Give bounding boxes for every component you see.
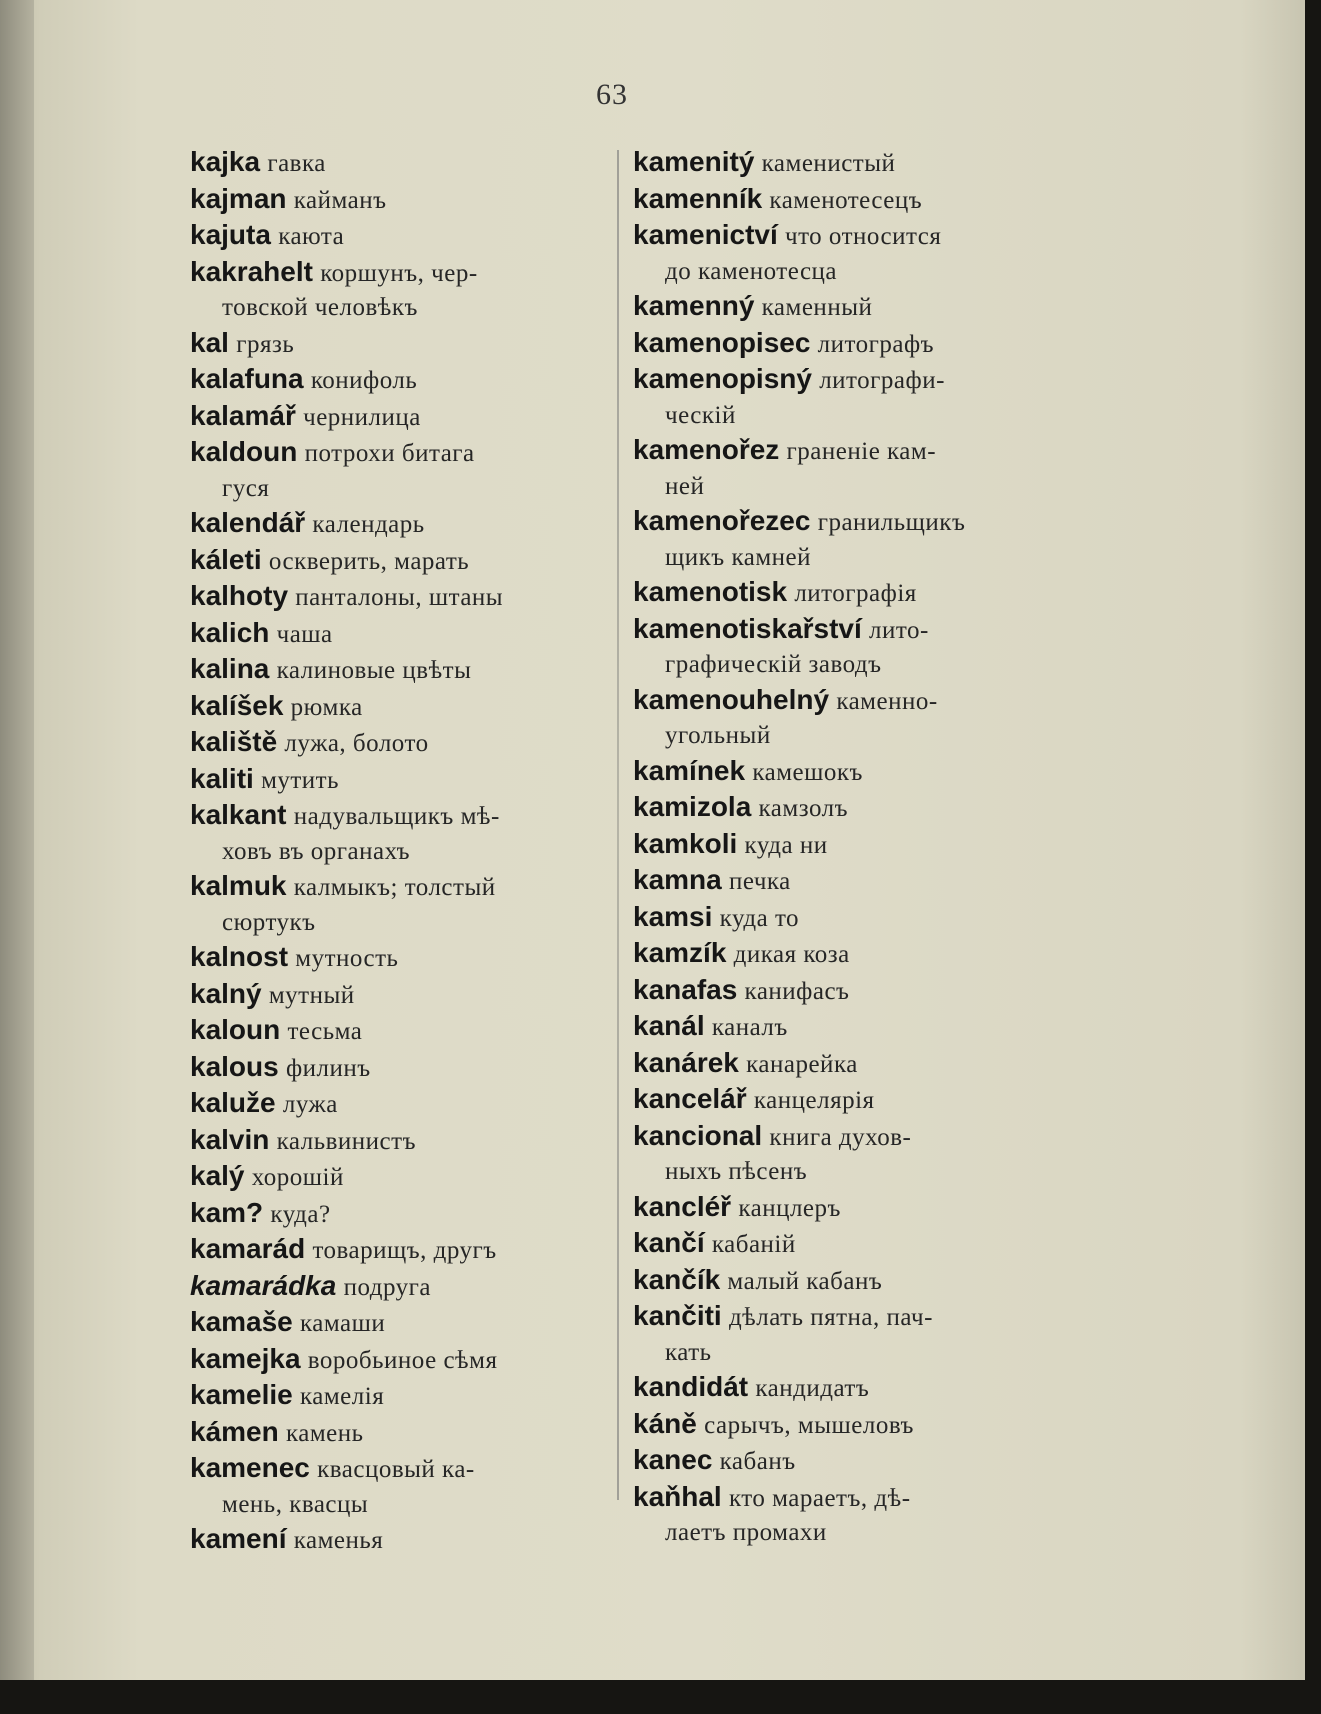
dictionary-entry (633, 504, 1058, 575)
headword: kamsi (633, 900, 713, 932)
translation: дѣлать пятна, пач- (728, 1304, 933, 1331)
translation: печка (728, 868, 791, 895)
page-gutter (0, 0, 34, 1680)
headword: kamenopisec (633, 326, 811, 358)
translation-continuation: ныхъ пѣсенъ (665, 1158, 808, 1185)
headword: kam? (190, 1196, 264, 1228)
headword: kaňhal (633, 1480, 722, 1512)
headword: kancional (633, 1119, 763, 1151)
dictionary-entry (633, 575, 1058, 612)
translation: камень (285, 1419, 364, 1447)
translation: кабанъ (719, 1448, 796, 1475)
dictionary-entry (633, 218, 1058, 289)
translation: лито- (869, 616, 929, 644)
dictionary-entry (190, 1342, 600, 1379)
headword: kamenictví (633, 219, 778, 250)
translation: канцлеръ (738, 1194, 841, 1222)
headword: kamejka (190, 1342, 301, 1374)
dictionary-entry (633, 1046, 1058, 1083)
headword: kamizola (633, 791, 752, 822)
translation: каменья (293, 1527, 384, 1554)
headword: kajka (190, 146, 261, 177)
headword: kamarádka (190, 1269, 337, 1301)
dictionary-entry (633, 289, 1058, 326)
dictionary-entry (633, 683, 1058, 754)
translation: гавка (267, 150, 326, 177)
dictionary-entry (190, 218, 600, 255)
dictionary-entry (633, 790, 1058, 827)
dictionary-entry (633, 326, 1058, 363)
translation: дикая коза (733, 941, 850, 968)
headword: kaldoun (190, 436, 298, 467)
dictionary-entry (190, 1123, 600, 1160)
translation: конифоль (310, 367, 418, 394)
translation: каменно- (836, 687, 938, 715)
translation: каменистый (761, 150, 896, 177)
headword: kamarád (190, 1233, 306, 1264)
headword: kaluže (190, 1087, 276, 1118)
translation-continuation: до каменотесца (665, 257, 838, 285)
translation: каналъ (711, 1014, 788, 1041)
dictionary-entry (633, 362, 1058, 433)
headword: kamenník (633, 182, 763, 214)
page-number: 63 (596, 78, 628, 111)
translation: малый кабанъ (727, 1267, 883, 1295)
dictionary-entry (190, 977, 600, 1014)
translation-continuation: угольный (665, 722, 771, 749)
translation-continuation: гуся (222, 474, 270, 502)
dictionary-entry (190, 543, 600, 580)
dictionary-entry (190, 399, 600, 436)
headword: kamenitý (633, 146, 755, 177)
headword: kančí (633, 1227, 705, 1258)
translation: граненіе кам- (786, 438, 937, 465)
dictionary-entry (633, 936, 1058, 973)
translation: куда? (270, 1200, 331, 1228)
dictionary-entry (190, 1415, 600, 1452)
dictionary-entry (633, 612, 1058, 683)
headword: kaliti (190, 762, 254, 794)
headword: kamenec (190, 1452, 310, 1483)
translation-continuation: графическій заводъ (665, 651, 882, 678)
translation: календарь (312, 511, 425, 538)
translation: филинъ (285, 1054, 371, 1082)
headword: kalich (190, 616, 270, 648)
headword: kamení (190, 1523, 287, 1554)
headword: kalnost (190, 941, 289, 972)
headword: kanafas (633, 973, 738, 1005)
dictionary-entry (190, 725, 600, 762)
headword: kamínek (633, 754, 746, 786)
dictionary-entry (190, 1269, 600, 1306)
dictionary-entry (190, 940, 600, 977)
translation-continuation: щикъ камней (665, 543, 811, 571)
headword: kamenný (633, 290, 755, 321)
dictionary-entry (190, 1159, 600, 1196)
translation: куда ни (744, 831, 828, 859)
dictionary-entry (633, 1009, 1058, 1046)
translation-continuation: ческій (665, 401, 736, 429)
translation: калиновые цвѣты (276, 657, 472, 684)
headword: káně (633, 1407, 697, 1439)
headword: kanec (633, 1444, 713, 1475)
translation: хорошій (251, 1164, 344, 1191)
headword: kamkoli (633, 827, 738, 859)
headword: kanárek (633, 1046, 739, 1078)
headword: kančiti (633, 1300, 722, 1331)
headword: kámen (190, 1415, 279, 1447)
headword: kaliště (190, 726, 278, 757)
translation: каюта (278, 223, 345, 250)
headword: kalmuk (190, 870, 287, 901)
dictionary-entry (190, 1378, 600, 1415)
dictionary-entry (190, 1013, 600, 1050)
translation: мутный (268, 981, 355, 1009)
headword: kančík (633, 1263, 721, 1295)
headword: kaloun (190, 1014, 281, 1045)
dictionary-entry (190, 616, 600, 653)
headword: kalný (190, 977, 262, 1009)
translation: канцелярія (753, 1087, 875, 1114)
translation: грязь (236, 330, 295, 358)
translation: калмыкъ; толстый (293, 874, 496, 901)
translation: сарычъ, мышеловъ (704, 1411, 914, 1439)
translation-continuation: товской человѣкъ (222, 294, 418, 321)
dictionary-entry (190, 435, 600, 506)
translation: кабаній (711, 1231, 796, 1258)
translation: камешокъ (752, 758, 863, 786)
headword: kamaše (190, 1306, 293, 1337)
translation: кандидатъ (755, 1375, 870, 1402)
dictionary-entry (190, 1232, 600, 1269)
dictionary-entry (633, 1370, 1058, 1407)
translation: каменотесецъ (769, 186, 923, 214)
dictionary-entry (190, 255, 600, 326)
dictionary-entry (190, 1305, 600, 1342)
translation: мутность (295, 945, 399, 972)
translation-continuation: мень, квасцы (222, 1490, 369, 1518)
column-divider (617, 150, 619, 1500)
translation: товарищъ, другъ (312, 1237, 497, 1264)
dictionary-entry (633, 1190, 1058, 1227)
headword: kalkant (190, 799, 287, 830)
translation: оскверить, марать (268, 547, 470, 575)
dictionary-entry (190, 1050, 600, 1087)
dictionary-entry (190, 1086, 600, 1123)
translation: книга духов- (769, 1123, 912, 1151)
translation: мутить (261, 766, 340, 794)
headword: kamenotiskařství (633, 612, 862, 644)
translation: каменный (761, 294, 873, 321)
dictionary-entry (633, 1263, 1058, 1300)
translation-continuation: ховъ въ органахъ (222, 837, 411, 865)
headword: kalíšek (190, 689, 284, 721)
dictionary-entry (633, 863, 1058, 900)
headword: kamenořez (633, 434, 780, 465)
headword: kalhoty (190, 580, 289, 611)
dictionary-entry (190, 506, 600, 543)
dictionary-entry (633, 1226, 1058, 1263)
headword: kalendář (190, 507, 306, 538)
headword: kalous (190, 1050, 279, 1082)
translation: лужа, болото (284, 730, 429, 757)
translation: камаши (300, 1310, 386, 1337)
translation: надувальщикъ мѣ- (293, 803, 500, 830)
dictionary-entry (633, 433, 1058, 504)
dictionary-entry (633, 1299, 1058, 1370)
dictionary-entry (633, 145, 1058, 182)
translation: канифасъ (744, 977, 850, 1005)
dictionary-entry (633, 754, 1058, 791)
translation-continuation: ней (665, 472, 705, 500)
dictionary-entry (190, 579, 600, 616)
headword: kajman (190, 182, 287, 214)
dictionary-entry (633, 1443, 1058, 1480)
headword: kancelář (633, 1083, 747, 1114)
translation: куда то (719, 904, 800, 932)
headword: kamelie (190, 1379, 293, 1410)
headword: káleti (190, 543, 262, 575)
dictionary-entry (633, 1407, 1058, 1444)
translation-continuation: сюртукъ (222, 908, 316, 936)
dictionary-entry (190, 652, 600, 689)
translation: квасцовый ка- (317, 1456, 475, 1483)
headword: kajuta (190, 219, 271, 250)
translation: кайманъ (293, 186, 387, 214)
headword: kamenořezec (633, 505, 811, 536)
dictionary-entry (633, 900, 1058, 937)
translation: чаша (276, 620, 333, 648)
headword: kamzík (633, 937, 727, 968)
headword: kalina (190, 653, 270, 684)
headword: kalafuna (190, 363, 304, 394)
translation: тесьма (287, 1018, 363, 1045)
headword: kandidát (633, 1371, 749, 1402)
translation: литографія (794, 580, 917, 607)
translation: лужа (282, 1091, 338, 1118)
dictionary-entry (190, 762, 600, 799)
dictionary-entry (633, 1119, 1058, 1190)
translation: рюмка (290, 693, 363, 721)
dictionary-entry (190, 689, 600, 726)
right-column (633, 145, 1058, 1551)
translation: литографъ (817, 330, 935, 358)
translation: чернилица (303, 403, 421, 431)
headword: kakrahelt (190, 255, 313, 287)
headword: kanál (633, 1010, 705, 1041)
translation: камзолъ (758, 795, 849, 822)
headword: kal (190, 326, 229, 358)
headword: kamenopisný (633, 363, 812, 394)
translation: кто мараетъ, дѣ- (728, 1484, 911, 1512)
translation: потрохи битага (304, 440, 475, 467)
dictionary-entry (190, 362, 600, 399)
left-column (190, 145, 600, 1559)
dictionary-entry (190, 1522, 600, 1559)
translation: панталоны, штаны (295, 584, 504, 611)
translation: канарейка (746, 1050, 858, 1078)
translation: камелія (300, 1383, 385, 1410)
translation-continuation: лаетъ промахи (665, 1519, 827, 1546)
translation: воробьиное сѣмя (307, 1346, 498, 1374)
dictionary-entry (633, 1480, 1058, 1551)
headword: kalvin (190, 1123, 270, 1155)
translation: подруга (343, 1273, 431, 1301)
translation: кальвинистъ (276, 1127, 416, 1155)
translation: литографи- (819, 367, 945, 394)
dictionary-entry (633, 182, 1058, 219)
headword: kalamář (190, 399, 296, 431)
headword: kalý (190, 1160, 245, 1191)
dictionary-entry (190, 1196, 600, 1233)
dictionary-entry (633, 1082, 1058, 1119)
dictionary-entry (633, 827, 1058, 864)
headword: kamenouhelný (633, 683, 830, 715)
headword: kamenotisk (633, 576, 788, 607)
dictionary-entry (190, 182, 600, 219)
dictionary-entry (633, 973, 1058, 1010)
dictionary-entry (190, 1451, 600, 1522)
dictionary-entry (190, 145, 600, 182)
translation-continuation: кать (665, 1338, 712, 1366)
dictionary-entry (190, 798, 600, 869)
headword: kamna (633, 864, 722, 895)
translation: коршунъ, чер- (320, 259, 478, 287)
headword: kancléř (633, 1190, 732, 1222)
dictionary-entry (190, 869, 600, 940)
translation: что относится (785, 223, 942, 250)
translation: гранильщикъ (817, 509, 966, 536)
dictionary-entry (190, 326, 600, 363)
